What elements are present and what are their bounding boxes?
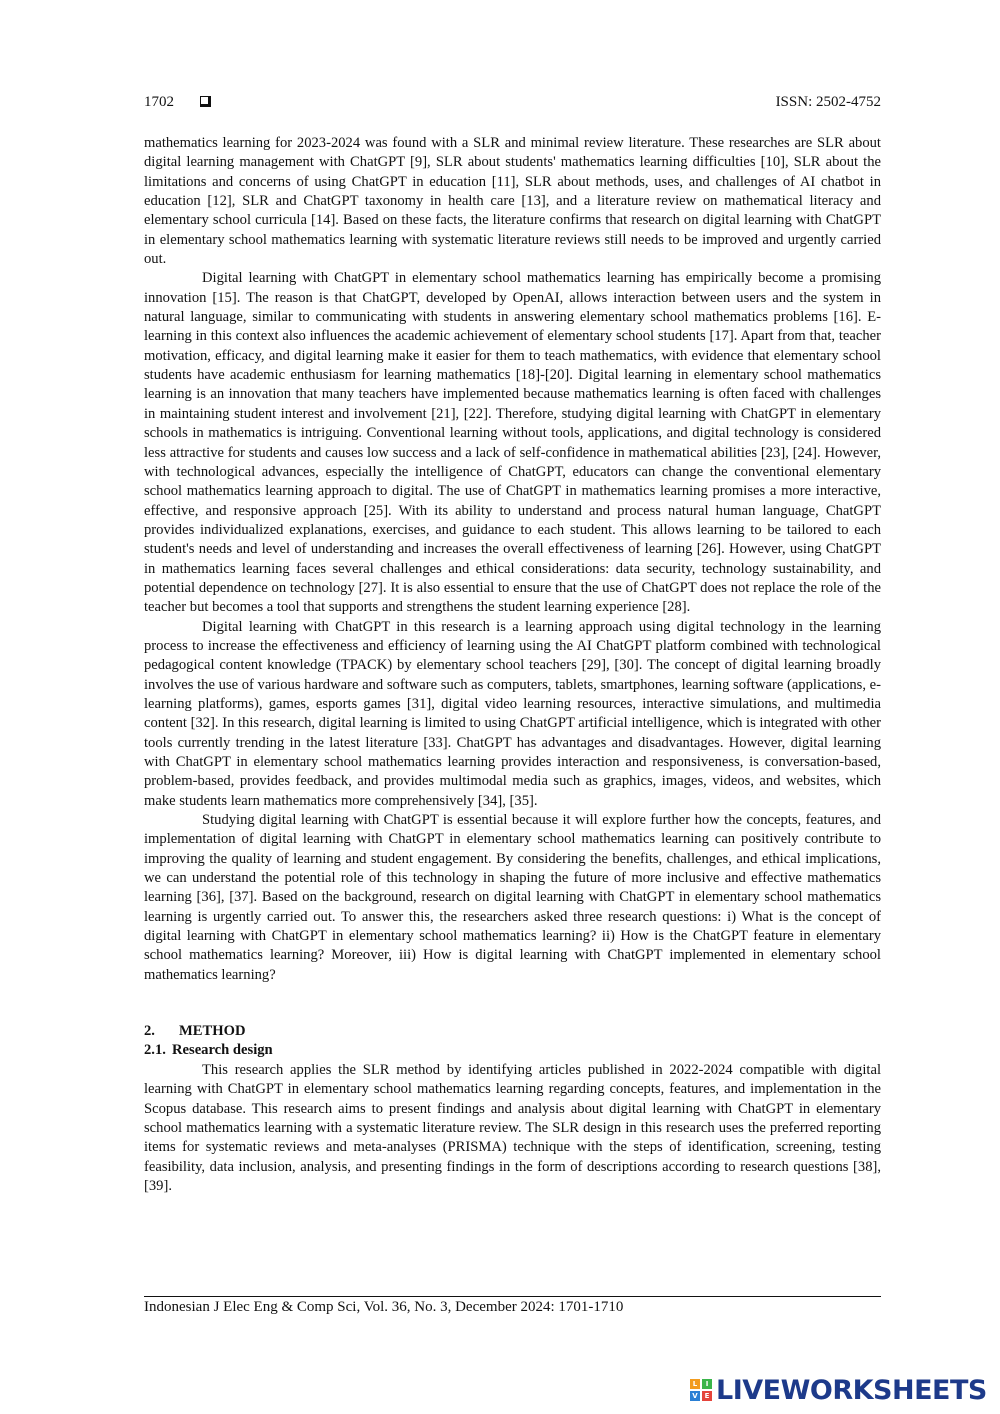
footer-divider xyxy=(144,1296,881,1297)
logo-letter: L xyxy=(690,1379,700,1389)
paragraph: This research applies the SLR method by identifying articles published in 2022-2024 compatible with digital learning with ChatGPT in elementary school mathematics learning regarding concepts, features, and implementation in the Scopus database. This research aims to present findings and analysis about digital learning with ChatGPT in elementary school mathematics learning with a systematic literature review. The SLR design in this research uses the preferred reporting items for systematic reviews and meta-analyses (PRISMA) technique with the steps of identification, screening, testing feasibility, data inclusion, analysis, and presenting findings in the form of descriptions according to research questions [38], [39]. xyxy=(144,1061,881,1194)
logo-letter: I xyxy=(702,1379,712,1389)
section-heading xyxy=(144,1022,881,1041)
article-body xyxy=(144,134,881,1196)
logo-text: LIVEWORKSHEETS xyxy=(716,1374,987,1406)
page-number: 1702 xyxy=(144,94,174,110)
liveworksheets-logo xyxy=(690,1374,987,1406)
logo-letter: E xyxy=(702,1391,712,1401)
logo-letter: V xyxy=(690,1391,700,1401)
footer-citation: Indonesian J Elec Eng & Comp Sci, Vol. 36, No. 3, December 2024: 1701-1710 xyxy=(144,1299,624,1315)
subsection-heading xyxy=(144,1041,881,1060)
paragraph: mathematics learning for 2023-2024 was found with a SLR and minimal review literature. These researches are SLR about digital learning management with ChatGPT [9], SLR about students' mathematics learning difficulties [10], SLR about the limitations and concerns of using ChatGPT in education [11], SLR about methods, uses, and challenges of AI chatbot in education [12], SLR and ChatGPT taxonomy in health care [13], and a literature review on mathematical literacy and elementary school curricula [14]. Based on these facts, the literature confirms that research on digital learning with ChatGPT in elementary school mathematics learning with systematic literature reviews still needs to be improved and urgently carried out. xyxy=(144,135,881,268)
section-number: 2. xyxy=(144,1023,155,1040)
paragraph: Digital learning with ChatGPT in elementary school mathematics learning has empirically become a promising innovation [15]. The reason is that ChatGPT, developed by OpenAI, allows interaction between users and the system in natural language, similar to communicating with students in answering elementary school mathematics problems [16]. E-learning in this context also influences the academic achievement of elementary school students [17]. Apart from that, teacher motivation, efficacy, and digital learning make it easier for them to teach mathematics, with evidence that elementary school students have academic enthusiasm for learning mathematics [18]-[20]. Digital learning in elementary school mathematics learning is an innovation that many teachers have implemented because mathematics learning is often faced with challenges in maintaining student interest and involvement [21], [22]. Therefore, studying digital learning with ChatGPT in elementary schools in mathematics is intriguing. Conventional learning without tools, applications, and digital technology is considered less attractive for students and causes low success and a lack of self-confidence in mathematical abilities [23], [24]. However, with technological advances, especially the intelligence of ChatGPT, educators can change the conventional elementary school mathematics learning approach to digital. The use of ChatGPT in mathematics learning promises a more interactive, effective, and responsive approach [25]. With its ability to understand and process natural human language, ChatGPT provides individualized explanations, exercises, and guidance to each student. This allows learning to be tailored to each student's needs and level of understanding and increases the overall effectiveness of learning [26]. However, using ChatGPT in mathematics learning faces several challenges and ethical considerations: data security, technology sustainability, and potential dependence on technology [27]. It is also essential to ensure that the use of ChatGPT does not replace the role of the teacher but becomes a tool that supports and strengthens the student learning experience [28]. xyxy=(144,270,881,616)
page-header xyxy=(144,94,881,116)
issn: ISSN: 2502-4752 xyxy=(775,94,881,110)
subsection-number: 2.1. xyxy=(144,1042,166,1059)
paragraph: Digital learning with ChatGPT in this research is a learning approach using digital technology in the learning process to increase the effectiveness and efficiency of learning using the AI ChatGPT platform combined with technological pedagogical content knowledge (TPACK) by elementary school teachers [29], [30]. The concept of digital learning broadly involves the use of various hardware and software such as computers, tablets, smartphones, learning software (applications, e-learning platforms), games, esports games [31], digital video learning resources, interactive simulations, and multimedia content [32]. In this research, digital learning is limited to using ChatGPT artificial intelligence, which is integrated with other tools currently trending in the latest literature [33]. ChatGPT has advantages and disadvantages. However, digital learning with ChatGPT in elementary school mathematics learning provides interaction and responsiveness, is conversation-based, problem-based, provides feedback, and provides multimodal media such as graphics, images, videos, and websites, which make students learn mathematics more comprehensively [34], [35]. xyxy=(144,618,881,809)
paragraph: Studying digital learning with ChatGPT is essential because it will explore further how the concepts, features, and implementation of digital learning with ChatGPT in elementary school mathematics learning can positively contribute to improving the quality of learning and student engagement. By considering the benefits, challenges, and ethical implications, we can understand the potential role of this technology in shaping the future of more inclusive and effective mathematics learning [36], [37]. Based on the background, research on digital learning with ChatGPT in elementary school mathematics learning is urgently carried out. To answer this, the researchers asked three research questions: i) What is the concept of digital learning with ChatGPT in elementary school mathematics learning? ii) How is the ChatGPT feature in elementary school mathematics learning? Moreover, iii) How is digital learning with ChatGPT implemented in elementary school mathematics learning? xyxy=(144,812,881,983)
section-title: METHOD xyxy=(179,1023,246,1040)
subsection-title: Research design xyxy=(172,1042,273,1059)
square-bullet-icon xyxy=(200,96,211,107)
logo-grid-icon xyxy=(690,1379,712,1401)
